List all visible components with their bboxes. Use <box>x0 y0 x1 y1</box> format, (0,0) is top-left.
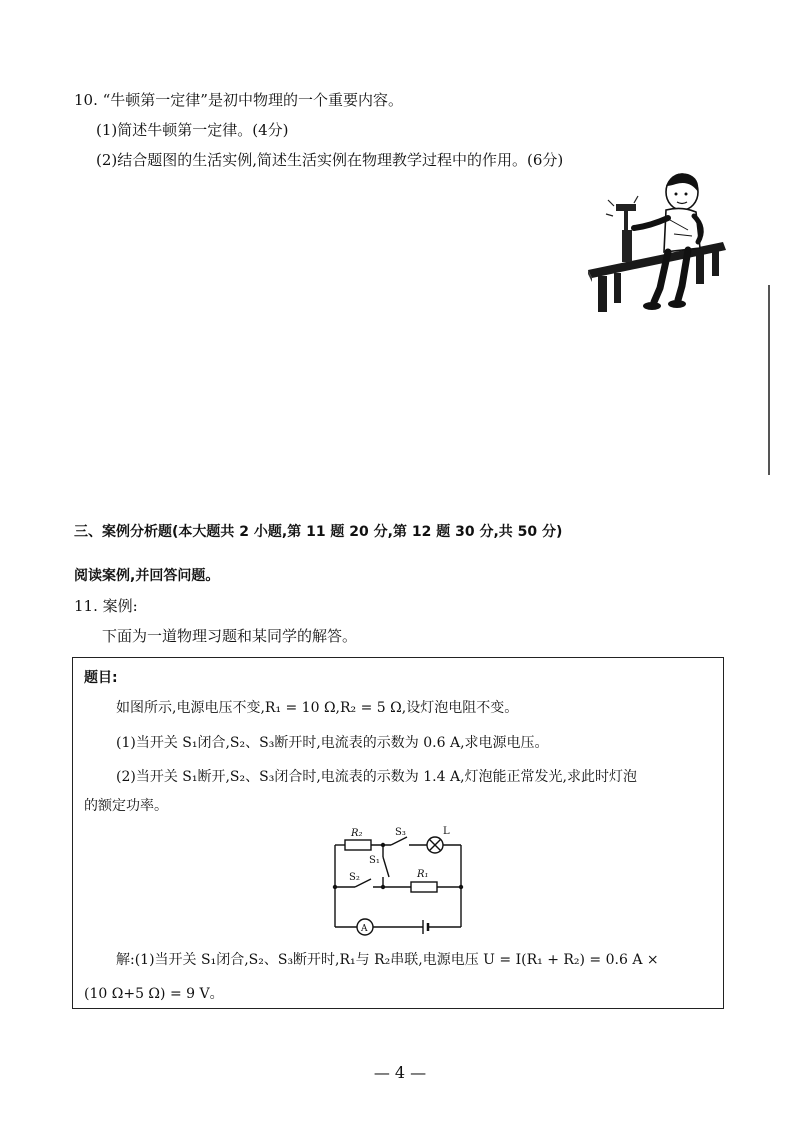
label-ammeter: A <box>361 924 368 934</box>
answer-line-2: (10 Ω+5 Ω) = 9 V。 <box>84 986 224 1002</box>
problem-line-2: (1)当开关 S₁闭合,S₂、S₃断开时,电流表的示数为 0.6 A,求电源电压。 <box>116 735 549 751</box>
problem-line-3: (2)当开关 S₁断开,S₂、S₃闭合时,电流表的示数为 1.4 A,灯泡能正常发光,求此时灯泡 <box>116 769 637 785</box>
problem-line-4: 的额定功率。 <box>84 798 168 814</box>
section3-instruction: 阅读案例,并回答问题。 <box>74 568 220 584</box>
q11-intro: 下面为一道物理习题和某同学的解答。 <box>102 627 358 645</box>
section3-heading: 三、案例分析题(本大题共 2 小题,第 11 题 20 分,第 12 题 30 分,共 50 分) <box>74 524 563 540</box>
q10-part1: (1)简述牛顿第一定律。(4分) <box>96 121 289 139</box>
r2-resistor <box>345 840 371 850</box>
label-s1: S₁ <box>369 855 380 866</box>
label-r2: R₂ <box>351 828 363 839</box>
label-s2: S₂ <box>349 872 360 883</box>
page-number: — 4 — <box>373 1063 427 1082</box>
problem-label: 题目: <box>84 670 118 686</box>
label-l: L <box>443 826 450 837</box>
q11-number: 11. 案例: <box>74 597 138 615</box>
answer-line-1: 解:(1)当开关 S₁闭合,S₂、S₃断开时,R₁与 R₂串联,电源电压 U = I(R₁ + R₂) = 0.6 A × <box>116 952 659 968</box>
s3-switch <box>391 837 407 845</box>
problem-line-1: 如图所示,电源电压不变,R₁ = 10 Ω,R₂ = 5 Ω,设灯泡电阻不变。 <box>116 700 519 716</box>
q10-stem: 10. “牛顿第一定律”是初中物理的一个重要内容。 <box>74 91 403 109</box>
scan-edge-line <box>768 285 770 475</box>
label-s3: S₃ <box>395 827 406 838</box>
circuit-diagram <box>325 825 475 940</box>
s1-switch <box>383 857 389 877</box>
bench-hammer-illustration <box>578 170 728 320</box>
label-r1: R₁ <box>417 869 429 880</box>
r1-resistor <box>411 882 437 892</box>
q10-part2: (2)结合题图的生活实例,简述生活实例在物理教学过程中的作用。(6分) <box>96 151 564 169</box>
